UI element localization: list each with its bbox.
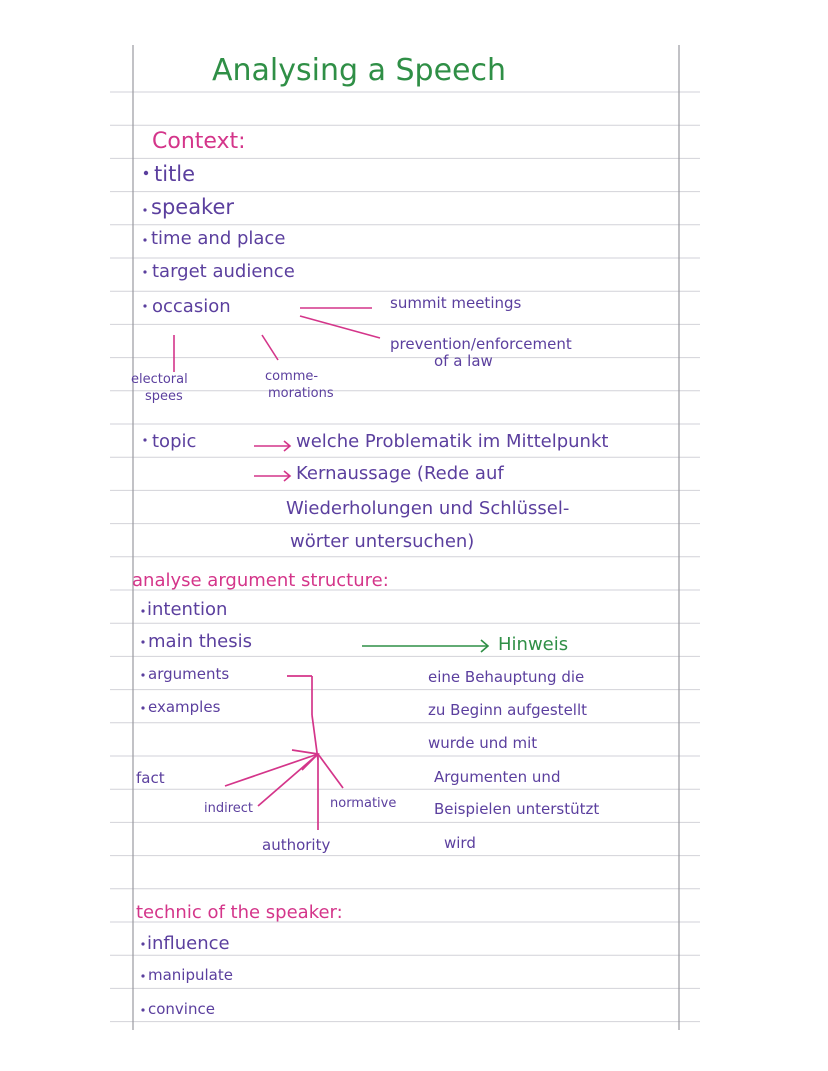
technic-heading: technic of the speaker: [136,902,343,923]
occasion-law: of a law [434,352,493,370]
thesis-arrow [362,640,488,652]
context-item-speaker: speaker [151,195,235,219]
context-item-target-audience: target audience [152,261,295,282]
argument-item-arguments: arguments [148,665,230,683]
technic-item-influence: influence [147,933,230,954]
topic-note-2: Kernaussage (Rede auf [296,463,504,484]
occasion-prevention: prevention/enforcement [390,335,572,353]
context-item-time-place: time and place [151,228,286,249]
occasion-summit: summit meetings [390,294,522,312]
definition-line-6: wird [444,834,476,852]
topic-note-3: Wiederholungen und Schlüssel- [286,498,570,519]
topic-note-1: welche Problematik im Mittelpunkt [296,431,609,452]
occasion-connectors [174,308,380,372]
technic-item-convince: convince [148,1000,215,1018]
page-title: Analysing a Speech [212,53,506,88]
occasion-spees: spees [145,389,183,404]
definition-line-5: Beispielen unterstützt [434,800,600,818]
occasion-comme: comme- [265,369,319,384]
context-item-title: title [154,162,196,186]
context-item-topic: topic [152,431,197,452]
hinweis-label: Hinweis [498,634,569,655]
definition-line-3: wurde und mit [428,734,538,752]
definition-line-2: zu Beginn aufgestellt [428,701,588,719]
argument-item-examples: examples [148,698,221,716]
technic-item-manipulate: manipulate [148,966,233,984]
context-item-occasion: occasion [152,296,231,317]
argument-item-intention: intention [147,599,228,620]
definition-line-1: eine Behauptung die [428,668,585,686]
topic-note-4: wörter untersuchen) [290,531,475,552]
branch-indirect: indirect [204,801,254,816]
bullet-dots [141,171,148,1012]
topic-arrows [254,441,290,481]
branch-normative: normative [330,796,397,811]
occasion-morations: morations [268,386,334,401]
branch-fact: fact [136,769,165,787]
argument-heading: analyse argument structure: [132,570,389,591]
branch-authority: authority [262,836,331,854]
definition-line-4: Argumenten und [434,768,561,786]
occasion-electoral: electoral [131,372,188,387]
context-heading: Context: [152,129,246,154]
argument-item-main-thesis: main thesis [148,631,252,652]
